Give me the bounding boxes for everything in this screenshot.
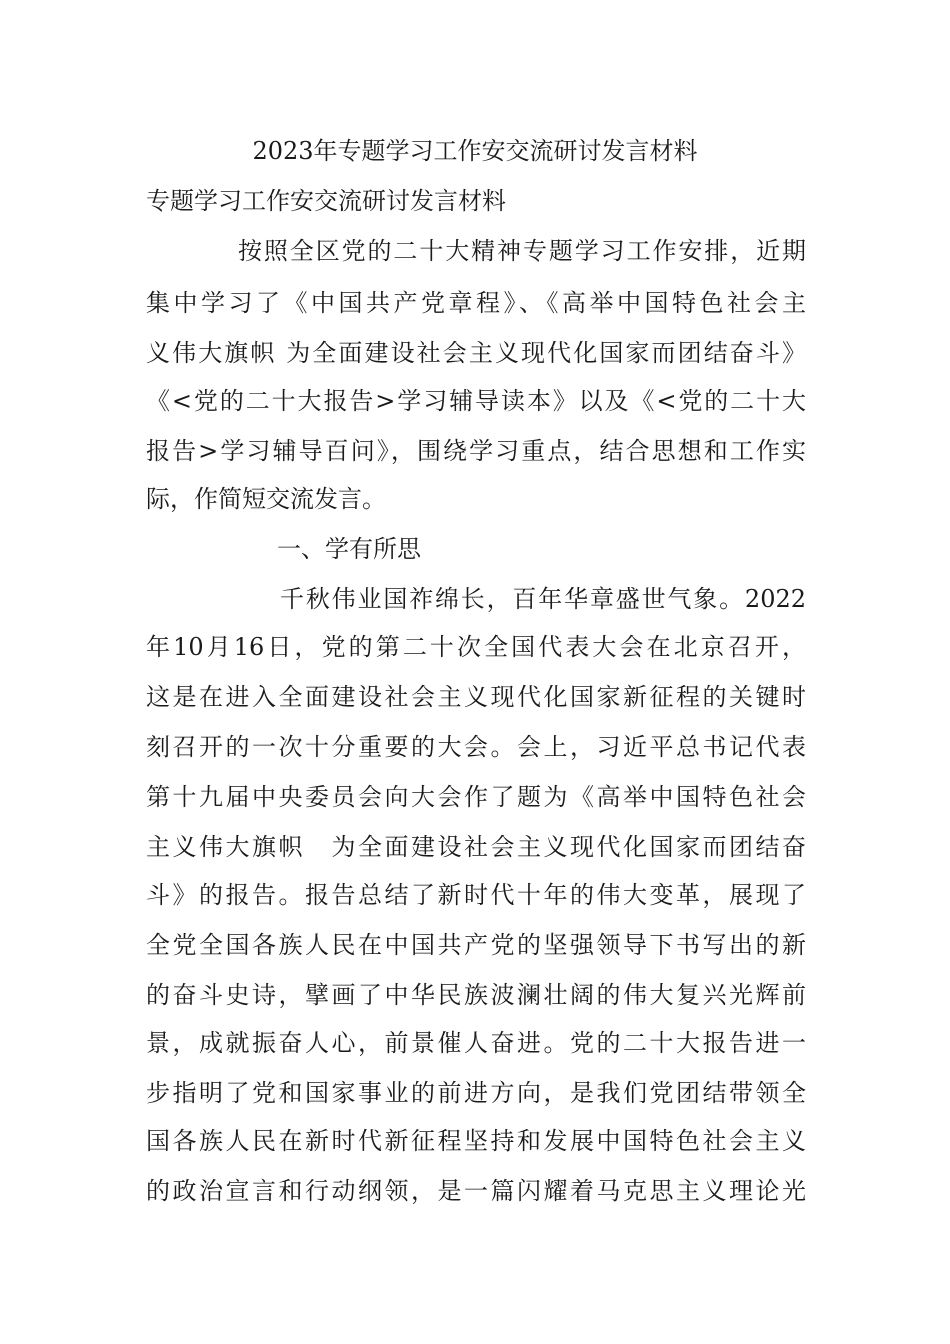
paragraph-1-line-6: 际，作简短交流发言。 [146, 485, 386, 513]
paragraph-2-line-1: 千秋伟业国祚绵长，百年华章盛世气象。2022 [280, 585, 806, 613]
section-heading: 一、学有所思 [277, 535, 421, 563]
document-title: 2023年专题学习工作安交流研讨发言材料 [252, 137, 698, 165]
paragraph-2-line-13: 的政治宣言和行动纲领，是一篇闪耀着马克思主义理论光 [146, 1177, 806, 1205]
paragraph-1-line-2: 集中学习了《中国共产党章程》、《高举中国特色社会主 [146, 289, 806, 317]
paragraph-2-line-11: 步指明了党和国家事业的前进方向，是我们党团结带领全 [146, 1079, 806, 1107]
paragraph-1-line-3: 义伟大旗帜 为全面建设社会主义现代化国家而团结奋斗》 [146, 339, 806, 367]
paragraph-1-line-5: 报告>学习辅导百问》，围绕学习重点，结合思想和工作实 [146, 437, 806, 465]
document-subtitle: 专题学习工作安交流研讨发言材料 [146, 187, 506, 215]
paragraph-2-line-10: 景，成就振奋人心，前景催人奋进。党的二十大报告进一 [146, 1029, 806, 1057]
paragraph-2-line-12: 国各族人民在新时代新征程坚持和发展中国特色社会主义 [146, 1127, 806, 1155]
paragraph-1-line-4: 《<党的二十大报告>学习辅导读本》以及《<党的二十大 [146, 387, 806, 415]
paragraph-2-line-6: 主义伟大旗帜 为全面建设社会主义现代化国家而团结奋 [146, 833, 806, 861]
paragraph-2-line-9: 的奋斗史诗，擘画了中华民族波澜壮阔的伟大复兴光辉前 [146, 981, 806, 1009]
paragraph-2-line-5: 第十九届中央委员会向大会作了题为《高举中国特色社会 [146, 783, 806, 811]
paragraph-2-line-3: 这是在进入全面建设社会主义现代化国家新征程的关键时 [146, 683, 806, 711]
paragraph-2-line-4: 刻召开的一次十分重要的大会。会上，习近平总书记代表 [146, 733, 806, 761]
paragraph-2-line-8: 全党全国各族人民在中国共产党的坚强领导下书写出的新 [146, 931, 806, 959]
paragraph-1-line-1: 按照全区党的二十大精神专题学习工作安排，近期 [238, 237, 806, 265]
paragraph-2-line-2: 年10月16日，党的第二十次全国代表大会在北京召开， [146, 633, 806, 661]
paragraph-2-line-7: 斗》的报告。报告总结了新时代十年的伟大变革，展现了 [146, 881, 806, 909]
